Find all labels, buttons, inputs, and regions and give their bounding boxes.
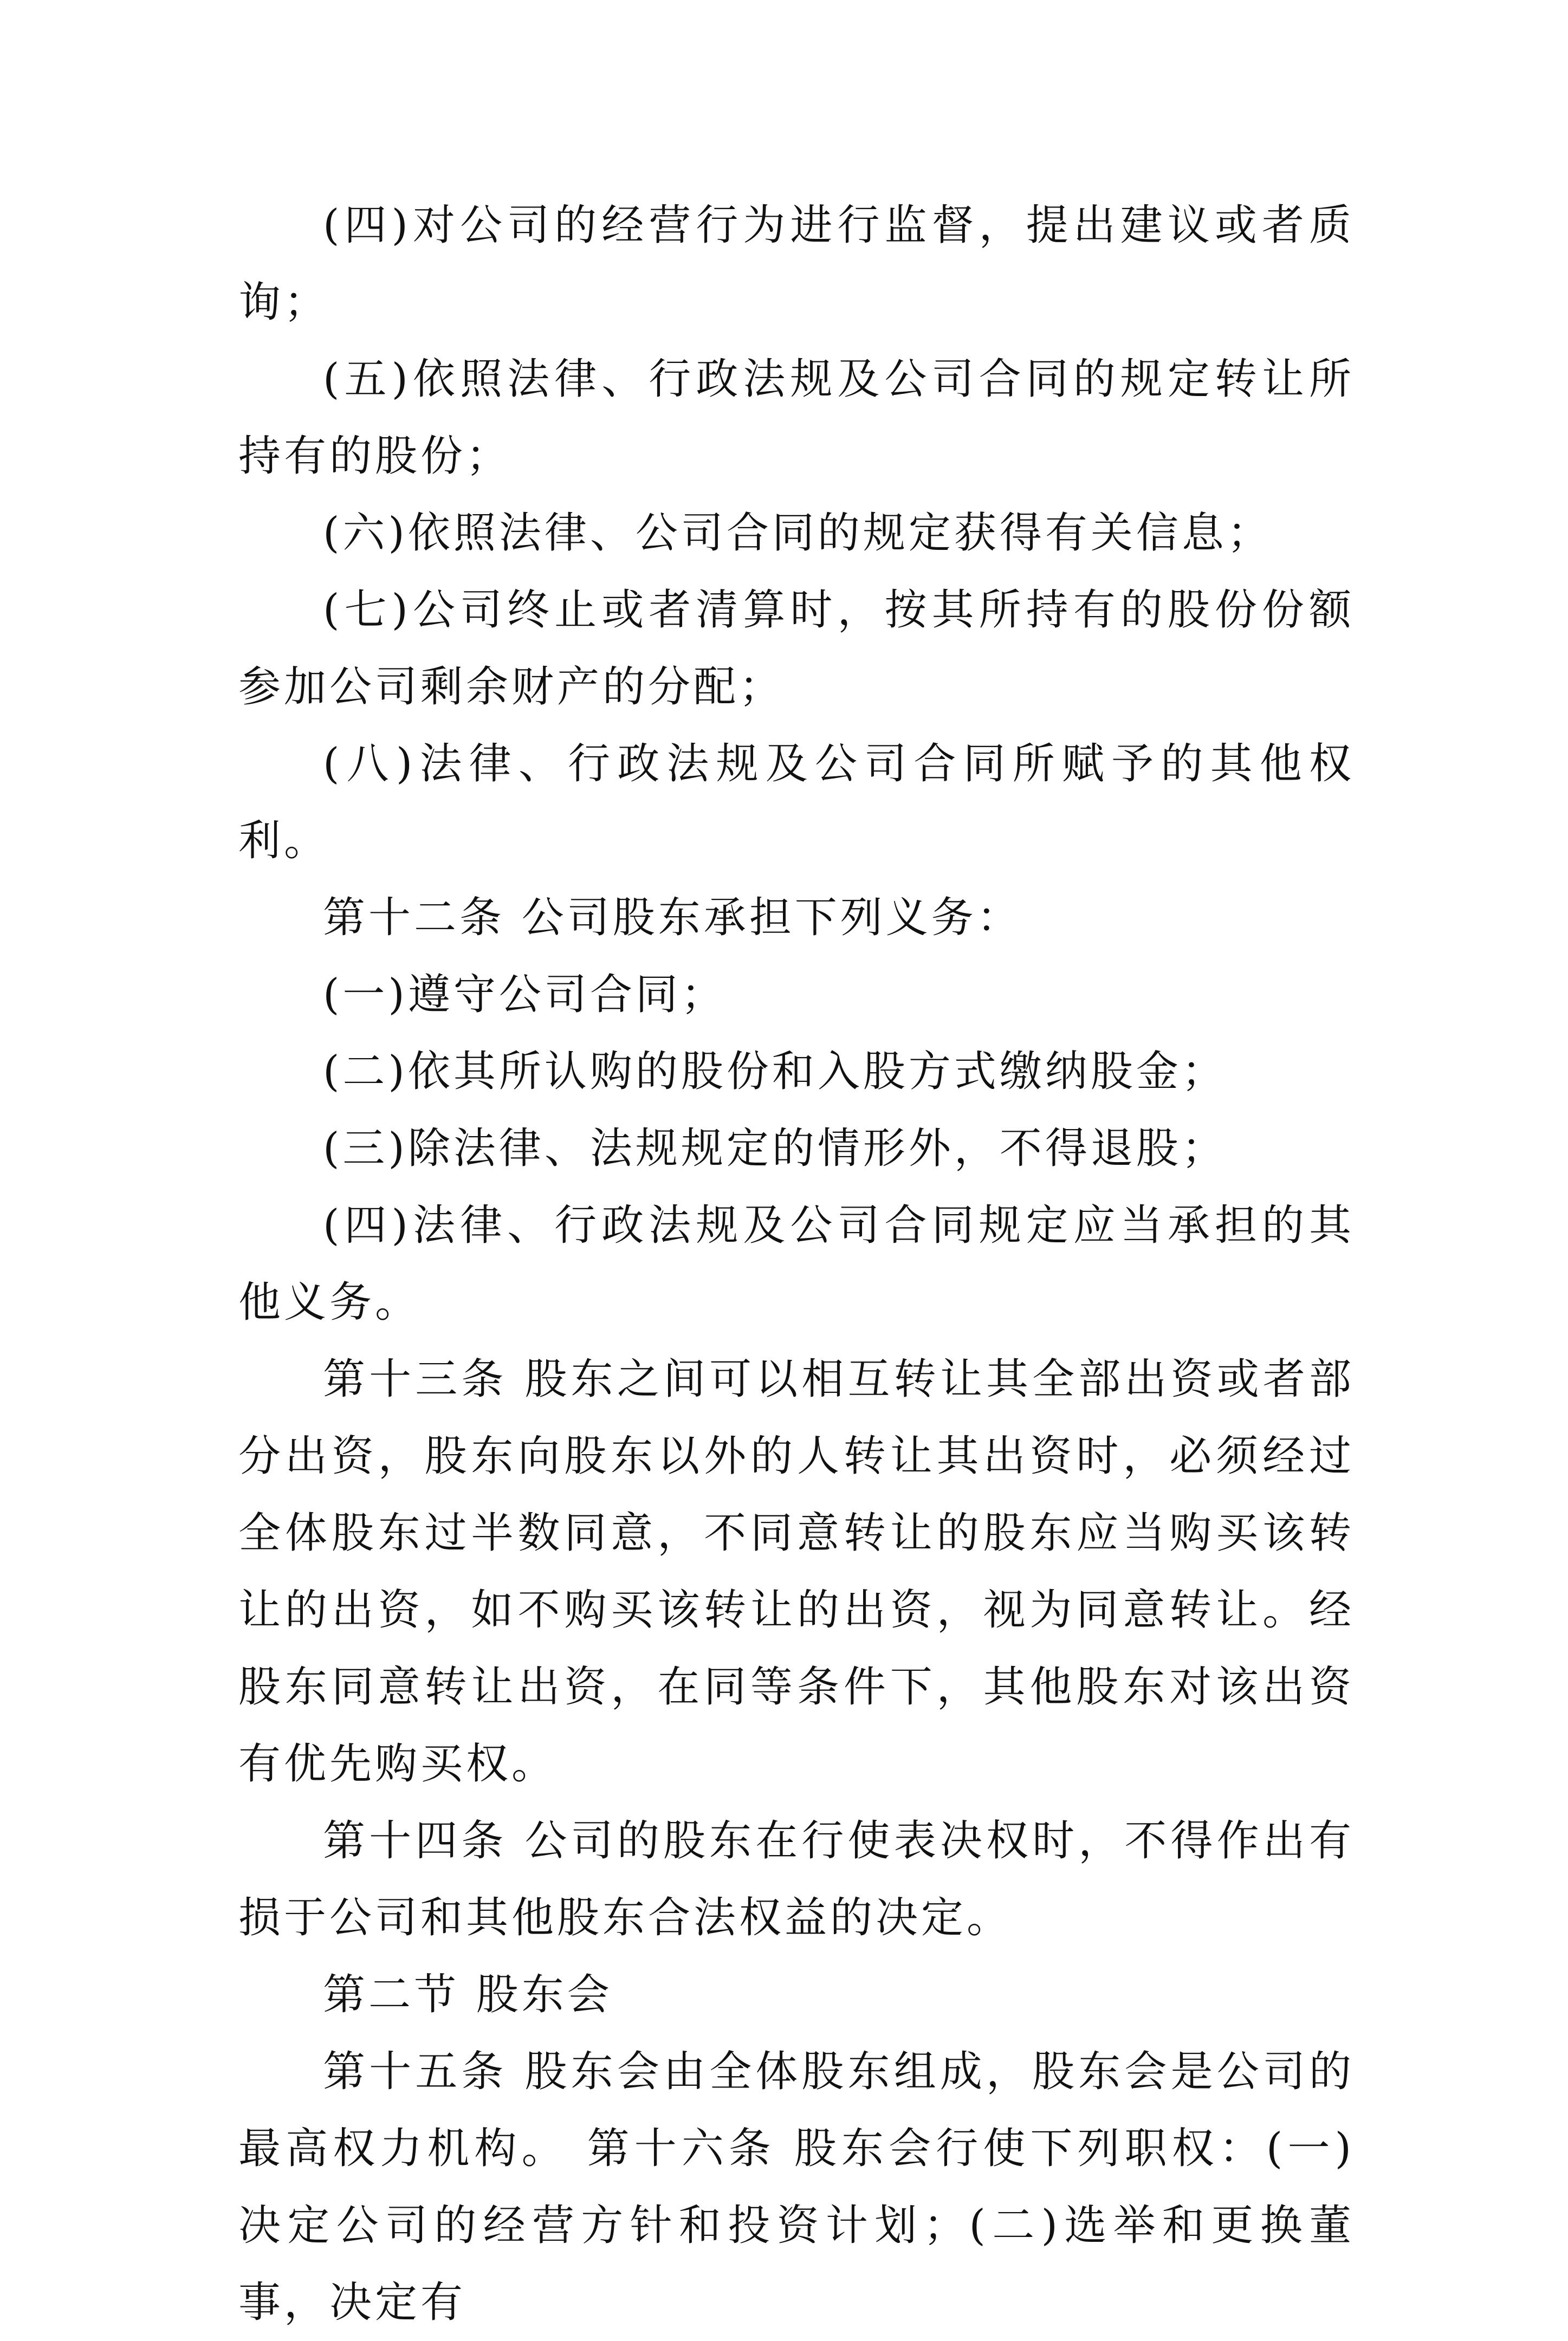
section-2-heading: 第二节 股东会 — [323, 1970, 613, 2019]
paragraph-item-8-other-rights: (八)法律、行政法规及公司合同所赋予的其他权利。 — [238, 740, 1355, 865]
article-15-16-paragraph: 第十五条 股东会由全体股东组成，股东会是公司的最高权力机构。 第十六条 股东会行使下列职权：(一)决定公司的经营方针和投资计划；(二)选举和更换董事，决定有 — [238, 2047, 1355, 2327]
paragraph-duty-3: (三)除法律、法规规定的情形外，不得退股； — [323, 1124, 1227, 1173]
paragraph-item-6-information: (六)依照法律、公司合同的规定获得有关信息； — [323, 509, 1273, 557]
paragraph-duty-4: (四)法律、行政法规及公司合同规定应当承担的其他义务。 — [238, 1201, 1355, 1327]
paragraph-item-4-supervise: (四)对公司的经营行为进行监督，提出建议或者质询； — [238, 201, 1355, 327]
paragraph-duty-1: (一)遵守公司合同； — [323, 970, 727, 1019]
paragraph-item-7-liquidation: (七)公司终止或者清算时，按其所持有的股份份额参加公司剩余财产的分配； — [238, 586, 1355, 711]
article-14-paragraph: 第十四条 公司的股东在行使表决权时，不得作出有损于公司和其他股东合法权益的决定。 — [238, 1817, 1355, 1942]
article-13-paragraph: 第十三条 股东之间可以相互转让其全部出资或者部分出资，股东向股东以外的人转让其出资时，必须经过全体股东过半数同意，不同意转让的股东应当购买该转让的出资，如不购买该转让的出资，视为同意转让。经股东同意转让出资，在同等条件下，其他股东对该出资有优先购买权。 — [238, 1355, 1355, 1788]
paragraph-duty-2: (二)依其所认购的股份和入股方式缴纳股金； — [323, 1047, 1227, 1096]
document-body — [238, 187, 1355, 2341]
paragraph-item-5-transfer-shares: (五)依照法律、行政法规及公司合同的规定转让所持有的股份； — [238, 355, 1355, 481]
article-12-heading: 第十二条 公司股东承担下列义务： — [323, 893, 1022, 942]
